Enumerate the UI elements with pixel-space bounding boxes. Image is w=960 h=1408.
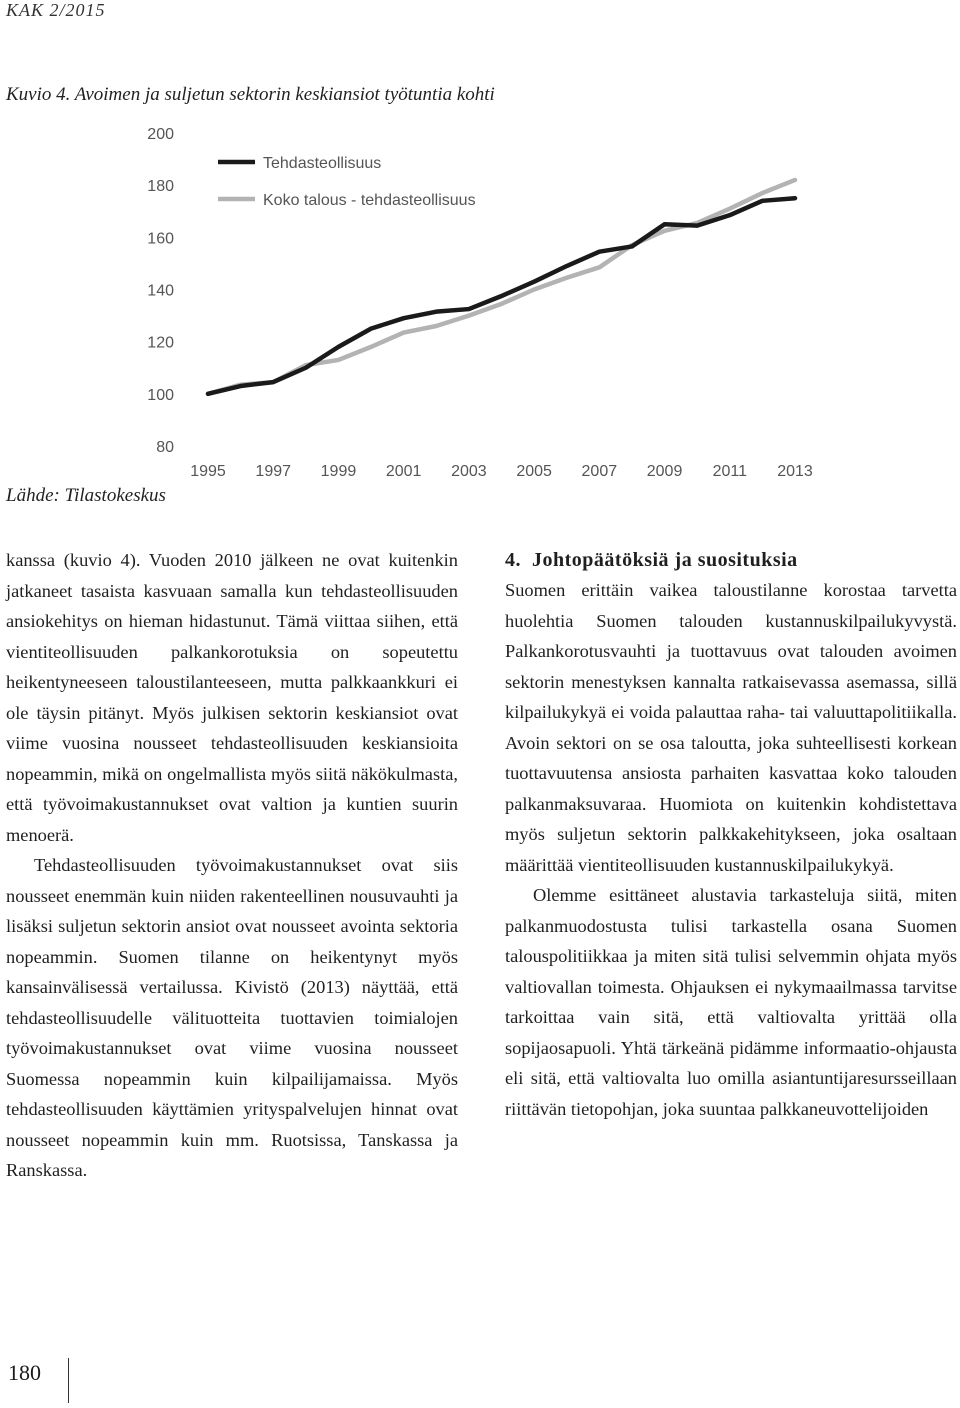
section-heading: 4. Johtopäätöksiä ja suosituksia <box>505 549 798 571</box>
x-tick-label: 2007 <box>581 463 618 480</box>
x-tick-label: 2011 <box>712 463 747 480</box>
right-paragraph-2: Olemme esittäneet alustavia tarkasteluja siitä, miten palkanmuodostusta tulisi tarkastella osana Suomen talouspolitiikkaa ja miten sitä tulisi selvemmin ohjata myös valtiovallan toimesta. Ohjauksen ei nykymaailmassa tarvitse tarkoittaa vain sitä, että valtiovalta yrittää olla sopijaosapuoli. Yhtä tärkeänä pidämme informaatio-ohjausta eli sitä, että valtiovalta luo omilla asiantuntijaresursseillaan riittävän tietopohjan, joka suuntaa palkkaneuvottelijoiden <box>505 885 957 1119</box>
y-tick-label: 160 <box>147 230 174 248</box>
x-tick-label: 1997 <box>255 463 292 480</box>
x-tick-label: 1995 <box>190 463 226 480</box>
y-tick-label: 200 <box>147 126 174 143</box>
series-line-tehdasteollisuus <box>208 198 795 394</box>
chart-legend <box>218 155 476 209</box>
left-paragraph-1: kanssa (kuvio 4). Vuoden 2010 jälkeen ne ovat kuitenkin jatkaneet tasaista kasvuaan samalla kun tehdasteollisuuden ansiokehitys on hieman hidastunut. Tämä viittaa siihen, että vientiteollisuuden palkankorotuksia on sopeutettu heikentyneeseen taloustilanteeseen, mutta palkkaankkuri ei ole täysin pitänyt. Myös julkisen sektorin keskiansiot ovat viime vuosina nousseet tehdasteollisuuden keskiansioita nopeammin, mikä on ongelmallista myös siitä näkökulmasta, että työvoimakustannukset ovat valtion ja kuntien suurin menoerä. <box>6 550 458 845</box>
x-tick-label: 2005 <box>516 463 552 480</box>
y-tick-label: 120 <box>147 334 174 352</box>
x-tick-label: 2003 <box>451 463 487 480</box>
x-tick-label: 2009 <box>646 463 683 480</box>
figure-caption: Kuvio 4. Avoimen ja suljetun sektorin keskiansiot työtuntia kohti <box>6 84 495 105</box>
x-tick-label: 2013 <box>777 463 813 480</box>
x-axis <box>190 463 813 480</box>
y-tick-label: 180 <box>147 178 174 196</box>
page-number: 180 <box>8 1360 41 1385</box>
earnings-line-chart <box>0 110 960 485</box>
page-number-rule <box>68 1358 69 1403</box>
right-column <box>505 545 957 1124</box>
series-layer <box>208 180 795 394</box>
figure-source: Lähde: Tilastokeskus <box>6 485 166 506</box>
series-line-koko-talous <box>208 180 795 394</box>
y-tick-label: 100 <box>147 386 174 404</box>
x-tick-label: 2001 <box>385 463 422 480</box>
right-paragraph-1: Suomen erittäin vaikea taloustilanne korostaa tarvetta huolehtia Suomen talouden kustannuskilpailukyvystä. Palkankorotusvauhti ja tuottavuus ovat talouden avoimen sektorin menestyksen kannalta ratkaisevassa asemassa, sillä kilpailukykyä ei voida palauttaa raha- tai valuuttapolitiikalla. Avoin sektori on se osa taloutta, joka suhteellisesti korkean tuottavuutensa ansiosta parhaiten kasvattaa koko talouden palkanmaksuvaraa. Huomiota on kuitenkin kohdistettava myös suljetun sektorin palkkakehitykseen, joka osaltaan määrittää vientiteollisuuden kustannuskilpailukykyä. <box>505 580 957 875</box>
x-tick-label: 1999 <box>320 463 357 480</box>
legend-label: Tehdasteollisuus <box>263 155 382 172</box>
journal-header: KAK 2/2015 <box>6 0 106 20</box>
y-tick-label: 80 <box>156 439 174 456</box>
left-paragraph-2: Tehdasteollisuuden työvoimakustannukset ovat siis nousseet enemmän kuin niiden rakenteellinen nousuvauhti ja lisäksi suljetun sektorin ansiot ovat nousseet avointa sektoria nopeammin. Suomen tilanne on heikentynyt myös kansainvälisessä vertailussa. Kivistö (2013) näyttää, että tehdasteollisuudelle välituotteita tuottavien toimialojen työvoimakustannukset ovat viime vuosina nousseet Suomessa nopeammin kuin kilpailijamaissa. Myös tehdasteollisuuden käyttämien yrityspalvelujen hinnat ovat nousseet nopeammin kuin mm. Ruotsissa, Tanskassa ja Ranskassa. <box>6 855 458 1180</box>
y-axis <box>147 126 174 456</box>
left-column <box>6 545 458 1186</box>
y-tick-label: 140 <box>147 282 174 300</box>
legend-label: Koko talous - tehdasteollisuus <box>263 192 476 209</box>
